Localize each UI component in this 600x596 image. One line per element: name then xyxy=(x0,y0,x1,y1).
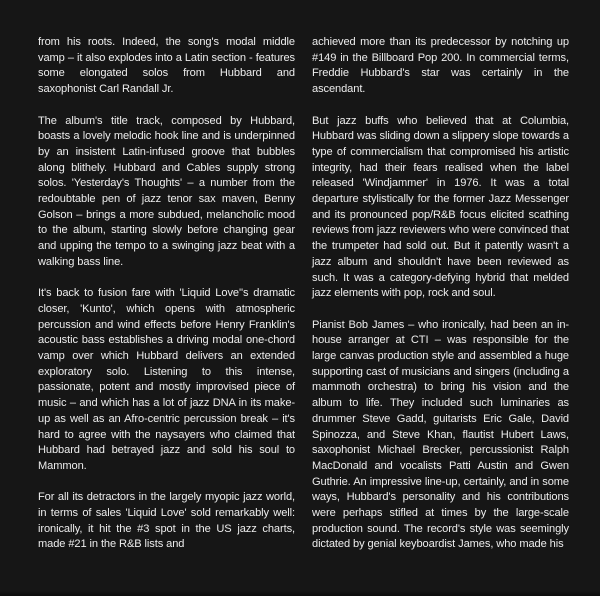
paragraph: For all its detractors in the largely myopic jazz world, in terms of sales 'Liquid Love' sold remarkably well: ironically, it hit the #3 spot in the US jazz charts, made #21 in the R&B lists and xyxy=(38,491,295,551)
paragraph: from his roots. Indeed, the song's modal middle vamp – it also explodes into a Latin section - features some elongated solos from Hubbard and saxophonist Carl Randall Jr. xyxy=(38,36,295,96)
paragraph: achieved more than its predecessor by notching up #149 in the Billboard Pop 200. In commercial terms, Freddie Hubbard's star was certainly in the ascendant. xyxy=(312,36,569,96)
paragraph: But jazz buffs who believed that at Columbia, Hubbard was sliding down a slippery slope towards a type of commercialism that compromised his artistic integrity, had their fears realised when the label released 'Windjammer' in 1976. It was a total departure stylistically for the former Jazz Messenger and its pronounced pop/R&B focus elicited scathing reviews from jazz reviewers who were convinced that the trumpeter had sold out. But it patently wasn't a jazz album and shouldn't have been reviewed as such. It was a category-defying hybrid that melded jazz elements with pop, rock and soul. xyxy=(312,114,569,300)
paragraph: It's back to fusion fare with 'Liquid Love''s dramatic closer, 'Kunto', which opens with atmospheric percussion and wind effects before Henry Franklin's acoustic bass establishes a driving modal one-chord vamp over which Hubbard delivers an extended exploratory solo. Listening to this intense, passionate, potent and mostly improvised piece of music – and which has a lot of jazz DNA in its make-up as well as an Afro-centric percussion break – it's hard to agree with the naysayers who claimed that Hubbard had betrayed jazz and sold his soul to Mammon. xyxy=(38,287,295,472)
paragraph: Pianist Bob James – who ironically, had been an in-house arranger at CTI – was responsible for the large canvas production style and assembled a huge supporting cast of musicians and singers (including a mammoth orchestra) to bring his vision and the album to life. They included such luminaries as drummer Steve Gadd, guitarists Eric Gale, David Spinozza, and Steve Khan, flautist Hubert Laws, saxophonist Michael Brecker, percussionist Ralph MacDonald and vocalists Patti Austin and Gwen Guthrie. An impressive line-up, certainly, and in some ways, Hubbard's personality and his contributions were perhaps stifled at times by the large-scale production sound. The record's style was seemingly dictated by genial keyboardist James, who made his xyxy=(312,318,569,551)
left-text-column xyxy=(38,35,295,569)
paragraph: The album's title track, composed by Hubbard, boasts a lovely melodic hook line and is underpinned by an insistent Latin-infused groove that bubbles along blithely. Hubbard and Cables supply strong solos. 'Yesterday's Thoughts' – a number from the redoubtable pen of jazz tenor sax maven, Benny Golson – brings a more subdued, melancholic mood to the album, starting slowly before changing gear and upping the tempo to a swinging jazz beat with a walking bass line. xyxy=(38,114,295,268)
page-bottom-edge xyxy=(0,590,600,596)
right-text-column xyxy=(312,35,569,569)
